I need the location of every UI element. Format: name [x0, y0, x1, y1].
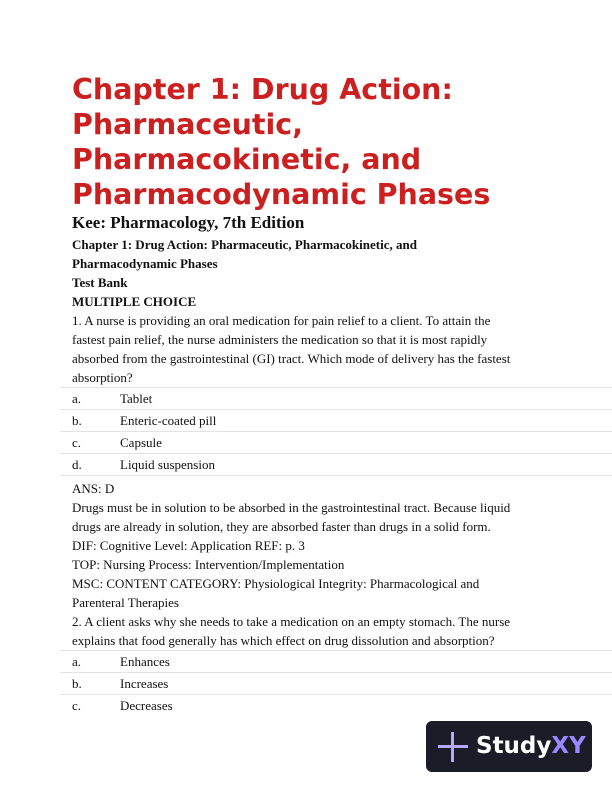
- chapter-title-line: Pharmacodynamic Phases: [72, 178, 491, 211]
- section-heading: MULTIPLE CHOICE: [72, 294, 197, 309]
- option-letter: b.: [72, 676, 82, 691]
- document-body: [72, 211, 612, 716]
- answer-option: [60, 650, 612, 673]
- chapter-heading-line: Chapter 1: Drug Action: Pharmaceutic, Pharmacokinetic, and: [72, 237, 417, 252]
- option-text: Enhances: [120, 654, 170, 669]
- question-stem-line: fastest pain relief, the nurse administers the medication so that it is most rapidly: [72, 332, 488, 347]
- option-text: Increases: [120, 676, 169, 691]
- chapter-title-line: Pharmaceutic,: [72, 108, 304, 141]
- answer-option: [60, 673, 612, 695]
- brand-logo: [476, 731, 586, 761]
- answer-option: [60, 432, 612, 454]
- option-text: Capsule: [120, 435, 162, 450]
- studyxy-badge[interactable]: [426, 721, 592, 772]
- answer-key: ANS: D: [72, 481, 115, 496]
- category-line: MSC: CONTENT CATEGORY: Physiological Integrity: Pharmacological and: [72, 576, 480, 591]
- rationale-line: drugs are already in solution, they are absorbed faster than drugs in a solid form.: [72, 519, 491, 534]
- difficulty-reference: DIF: Cognitive Level: Application REF: p. 3: [72, 538, 305, 553]
- book-subtitle: Kee: Pharmacology, 7th Edition: [72, 213, 305, 232]
- option-text: Liquid suspension: [120, 457, 215, 472]
- question-stem-line: 2. A client asks why she needs to take a medication on an empty stomach. The nurse: [72, 614, 511, 629]
- chapter-title-line: Pharmacokinetic, and: [72, 143, 422, 176]
- topic-line: TOP: Nursing Process: Intervention/Implementation: [72, 557, 345, 572]
- category-line: Parenteral Therapies: [72, 595, 179, 610]
- answer-options: [72, 650, 612, 716]
- option-text: Decreases: [120, 698, 173, 713]
- brand-name-accent: XY: [551, 733, 586, 759]
- answer-option: [60, 387, 612, 410]
- brand-name: Study: [476, 733, 552, 759]
- question-stem-line: absorption?: [72, 370, 133, 385]
- rationale-line: Drugs must be in solution to be absorbed in the gastrointestinal tract. Because liquid: [72, 500, 511, 515]
- chapter-title: [72, 72, 592, 212]
- option-letter: a.: [72, 391, 82, 406]
- option-letter: c.: [72, 698, 82, 713]
- chapter-title-line: Chapter 1: Drug Action:: [72, 73, 453, 106]
- answer-option: [60, 410, 612, 432]
- answer-option: [60, 454, 612, 476]
- question-stem-line: explains that food generally has which effect on drug dissolution and absorption?: [72, 633, 495, 648]
- question-2: [72, 612, 612, 716]
- question-1: [72, 311, 612, 612]
- option-letter: b.: [72, 413, 82, 428]
- option-text: Enteric-coated pill: [120, 413, 217, 428]
- chapter-heading-line: Pharmacodynamic Phases: [72, 256, 218, 271]
- option-letter: a.: [72, 654, 82, 669]
- option-letter: c.: [72, 435, 82, 450]
- answer-option: [60, 695, 612, 716]
- question-stem-line: 1. A nurse is providing an oral medication for pain relief to a client. To attain the: [72, 313, 491, 328]
- answer-options: [72, 387, 612, 476]
- plus-icon: [438, 732, 468, 762]
- question-stem-line: absorbed from the gastrointestinal (GI) tract. Which mode of delivery has the fastest: [72, 351, 511, 366]
- option-text: Tablet: [120, 391, 153, 406]
- test-bank-label: Test Bank: [72, 275, 128, 290]
- option-letter: d.: [72, 457, 82, 472]
